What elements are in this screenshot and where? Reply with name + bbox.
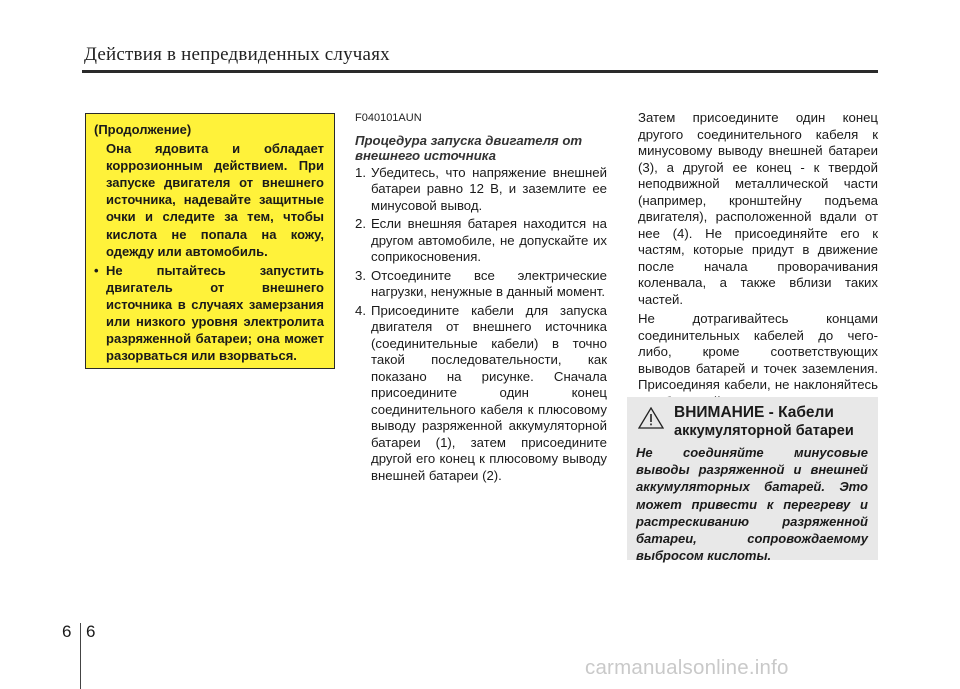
step-text: Отсоедините все электрические нагрузки, ненужные в данный момент.: [371, 267, 607, 299]
warning-header: [636, 404, 868, 440]
watermark: carmanualsonline.info: [585, 656, 789, 679]
caution-paragraph: Она ядовита и обладает коррозионным действием. При запуске двигателя от внешнего источника, надевайте защитные очки и следите за тем, чтобы кислота не попала на кожу, одежду или автомобиль.: [106, 141, 324, 259]
page-header-title: Действия в непредвиденных случаях: [84, 44, 390, 65]
procedure-step: [355, 268, 607, 301]
warning-title-line1: ВНИМАНИЕ - Кабели: [674, 404, 834, 421]
continued-label: (Продолжение): [94, 122, 192, 137]
page-number: 6: [86, 622, 96, 641]
step-text: Присоедините кабели для запуска двигателя от внешнего источника (соединительные кабели) в точно такой последовательности, как показано на рисунке. Сначала присоедините один конец соединительного кабеля к плюсовому выводу разряженной аккумуляторной батареи (1), затем присоедините другой его конец к плюсовому выводу внешней батареи (2).: [371, 302, 607, 483]
step-number: 1.: [355, 164, 366, 180]
right-column: [638, 110, 878, 413]
procedure-step: [355, 165, 607, 215]
chapter-number: 6: [62, 622, 72, 641]
middle-column: [355, 110, 607, 486]
caution-bullet-item: [94, 262, 324, 365]
procedure-step: [355, 303, 607, 485]
procedure-step: [355, 216, 607, 266]
right-paragraph: Затем присоедините один конец другого соединительного кабеля к минусовому выводу внешней батареи (3), а другой ее конец - к твердой неподвижной металлической части (например, кронштейну подъема двигателя), расположенной вдали от нее (4). Не присоединяйте его к частям, которые придут в движение после начала проворачивания коленвала, а также вблизи таких частей.: [638, 110, 878, 307]
page-number-divider: [80, 623, 81, 689]
header-rule: [82, 70, 878, 73]
step-text: Если внешняя батарея находится на другом автомобиле, не допускайте их соприкосновения.: [371, 216, 607, 264]
warning-title-line2: аккумуляторной батареи: [674, 423, 854, 439]
bullet-icon: •: [94, 262, 99, 278]
caution-box: [85, 113, 335, 369]
caution-bullet-text: Не пытайтесь запустить двигатель от внешнего источника в случаях замерзания или низкого уровня электролита разряженной батареи; она может разорваться или взорваться.: [106, 262, 324, 364]
warning-title: [674, 404, 854, 440]
right-paragraph: Не дотрагивайтесь концами соединительных кабелей до чего-либо, кроме соответствующих выводов батарей и точек заземления. Присоединяя кабели, не наклоняйтесь: [638, 311, 878, 392]
warning-triangle-icon: [638, 407, 664, 429]
warning-box: [627, 397, 878, 564]
section-title: Процедура запуска двигателя от внешнего источника: [355, 132, 583, 163]
step-text: Убедитесь, что напряжение внешней батареи равно 12 В, и заземлите ее минусовой вывод.: [371, 164, 607, 213]
step-number: 2.: [355, 216, 366, 231]
step-number: 4.: [355, 302, 366, 318]
warning-text: Не соединяйте минусовые выводы разряженной и внешней аккумуляторных батарей. Это может привести к перегреву и растрескиванию разряженной батареи, сопровождаемому выбросом кислоты.: [636, 445, 868, 564]
step-number: 3.: [355, 267, 366, 283]
document-code: F040101AUN: [355, 112, 422, 124]
